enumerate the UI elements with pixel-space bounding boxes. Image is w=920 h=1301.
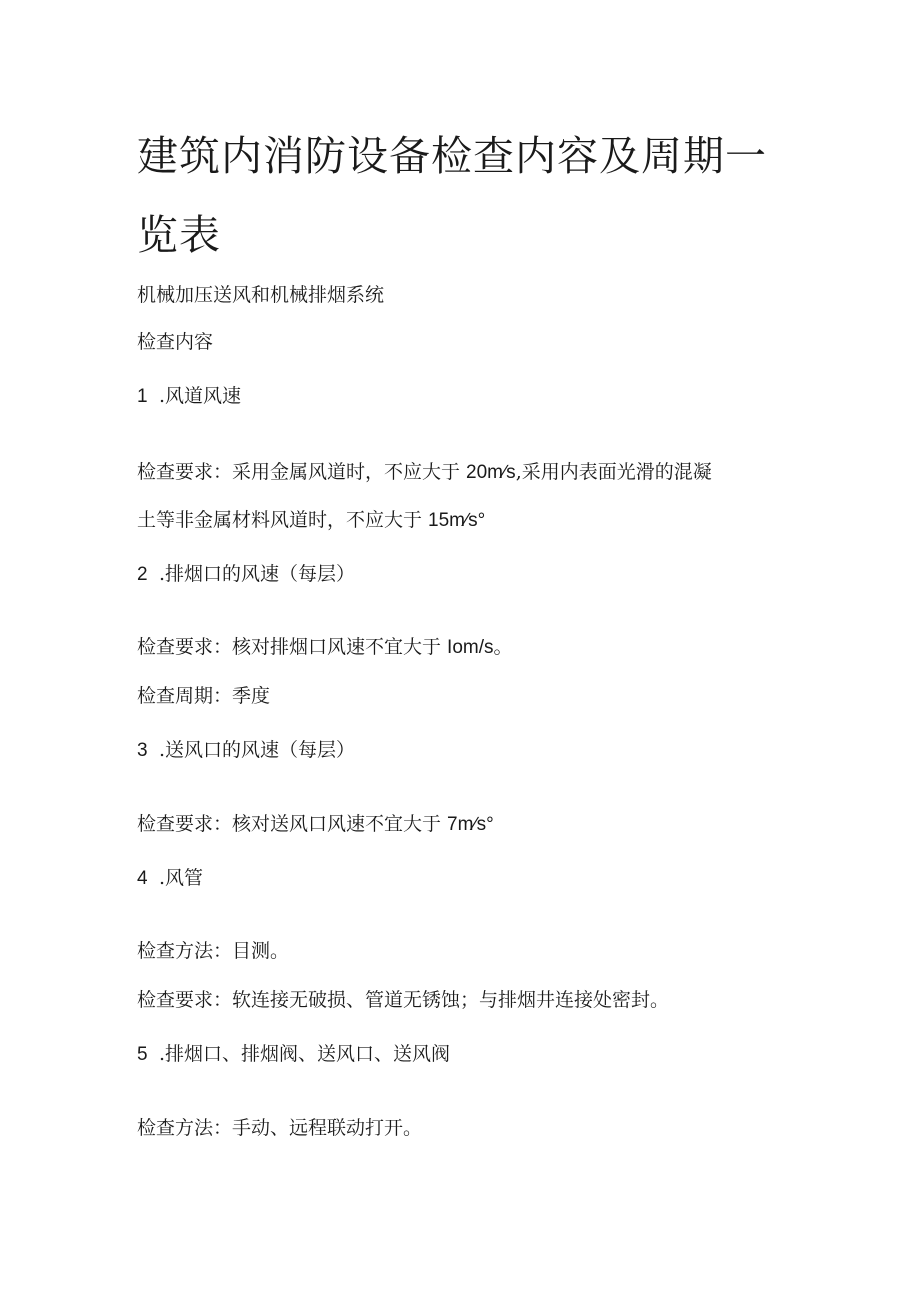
item-4-number: 4 (137, 868, 148, 889)
item-5-number: 5 (137, 1044, 148, 1065)
item-4-heading-text: .风管 (159, 867, 204, 889)
item-3-requirement-value: 7m∕s° (447, 814, 494, 835)
item-2-heading (137, 561, 355, 588)
item-1-heading-text: .风道风速 (159, 385, 242, 407)
item-1-requirement-b-prefix: 土等非金属材料风道时，不应大于 (137, 509, 429, 531)
item-4-method: 检查方法：目测。 (137, 940, 290, 962)
item-5-heading (137, 1041, 450, 1068)
item-5-method: 检查方法：手动、远程联动打开。 (137, 1117, 423, 1139)
item-3-heading (137, 737, 355, 764)
item-2-requirement-prefix: 检查要求：核对排烟口风速不宜大于 (137, 636, 448, 658)
document-title-line-2: 览表 (137, 211, 221, 259)
section-heading: 机械加压送风和机械排烟系统 (137, 284, 385, 306)
item-1-requirement-line-2 (137, 507, 485, 534)
item-2-requirement-value: Iom/s (447, 637, 494, 658)
subsection-heading: 检查内容 (137, 331, 214, 353)
item-3-requirement (137, 811, 494, 838)
item-3-heading-text: .送风口的风速（每层） (159, 739, 356, 761)
item-1-number: 1 (137, 386, 148, 407)
item-3-requirement-prefix: 检查要求：核对送风口风速不宜大于 (137, 813, 448, 835)
item-1-requirement-a-suffix: ,采用内表面光滑的混凝 (515, 461, 712, 483)
document-title-line-1: 建筑内消防设备检查内容及周期一 (137, 132, 767, 180)
item-5-heading-text: .排烟口、排烟阀、送风口、送风阀 (159, 1043, 451, 1065)
item-1-requirement-a-value: 20m∕s (466, 462, 516, 483)
item-2-requirement-suffix: 。 (493, 636, 513, 658)
item-2-number: 2 (137, 564, 148, 585)
item-2-period: 检查周期：季度 (137, 685, 271, 707)
item-1-requirement-line-1 (137, 459, 712, 486)
item-1-heading (137, 383, 241, 410)
item-4-requirement: 检查要求：软连接无破损、管道无锈蚀；与排烟井连接处密封。 (137, 989, 670, 1011)
item-1-requirement-b-value: 15m∕s° (428, 510, 486, 531)
item-2-heading-text: .排烟口的风速（每层） (159, 563, 356, 585)
item-3-number: 3 (137, 740, 148, 761)
item-4-heading (137, 865, 203, 892)
item-2-requirement (137, 634, 513, 661)
item-1-requirement-a-prefix: 检查要求：采用金属风道时，不应大于 (137, 461, 467, 483)
